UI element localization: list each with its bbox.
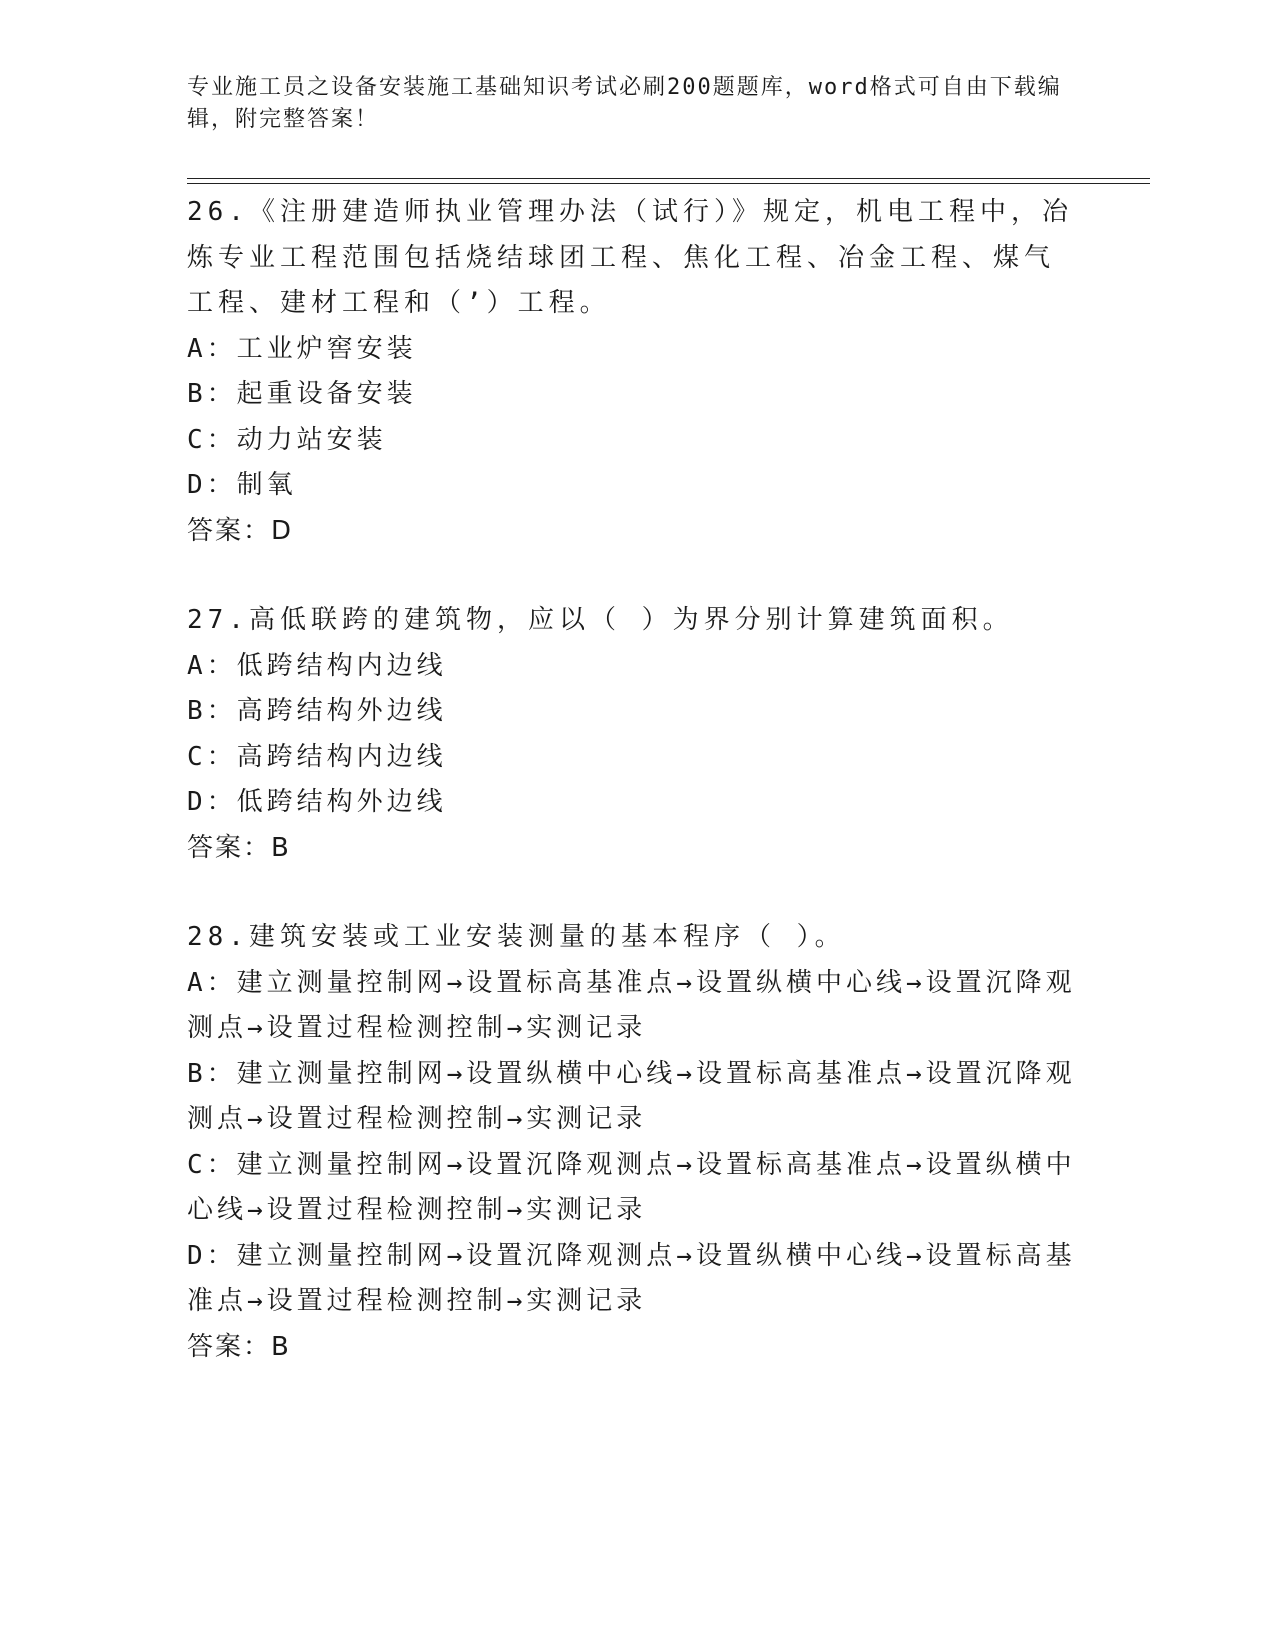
option-c: C：动力站安装 <box>187 424 387 455</box>
question-28 <box>187 915 1077 1370</box>
answer-line: 答案：B <box>187 1331 291 1362</box>
document-header: 专业施工员之设备安装施工基础知识考试必刷200题题库，word格式可自由下载编辑，附完整答案！ <box>187 75 1062 132</box>
option-b: B：高跨结构外边线 <box>187 696 447 726</box>
option-b: B：起重设备安装 <box>187 379 417 409</box>
question-stem: 26.《注册建造师执业管理办法（试行）》规定，机电工程中，冶炼专业工程范围包括烧结球团工程、焦化工程、冶金工程、煤气工程、建材工程和（’）工程。 <box>187 197 1073 318</box>
option-b: B：建立测量控制网→设置纵横中心线→设置标高基准点→设置沉降观测点→设置过程检测控制→实测记录 <box>187 1058 1076 1134</box>
option-a: A：建立测量控制网→设置标高基准点→设置纵横中心线→设置沉降观测点→设置过程检测控制→实测记录 <box>187 967 1076 1043</box>
option-d: D：低跨结构外边线 <box>187 787 447 817</box>
question-26 <box>187 190 1077 554</box>
header-divider-bottom <box>187 183 1150 184</box>
header-divider-top <box>187 178 1150 179</box>
option-d: D：制氧 <box>187 470 297 500</box>
answer-line: 答案：D <box>187 515 294 546</box>
answer-line: 答案：B <box>187 832 291 863</box>
option-a: A：工业炉窖安装 <box>187 333 417 364</box>
question-list <box>187 190 1077 1414</box>
question-stem: 27.高低联跨的建筑物，应以（ ）为界分别计算建筑面积。 <box>187 605 1014 635</box>
option-c: C：高跨结构内边线 <box>187 741 447 772</box>
option-d: D：建立测量控制网→设置沉降观测点→设置纵横中心线→设置标高基准点→设置过程检测控制→实测记录 <box>187 1240 1076 1316</box>
option-a: A：低跨结构内边线 <box>187 650 447 681</box>
option-c: C：建立测量控制网→设置沉降观测点→设置标高基准点→设置纵横中心线→设置过程检测控制→实测记录 <box>187 1149 1076 1225</box>
question-27 <box>187 598 1077 871</box>
question-stem: 28.建筑安装或工业安装测量的基本程序（ ）。 <box>187 922 846 952</box>
